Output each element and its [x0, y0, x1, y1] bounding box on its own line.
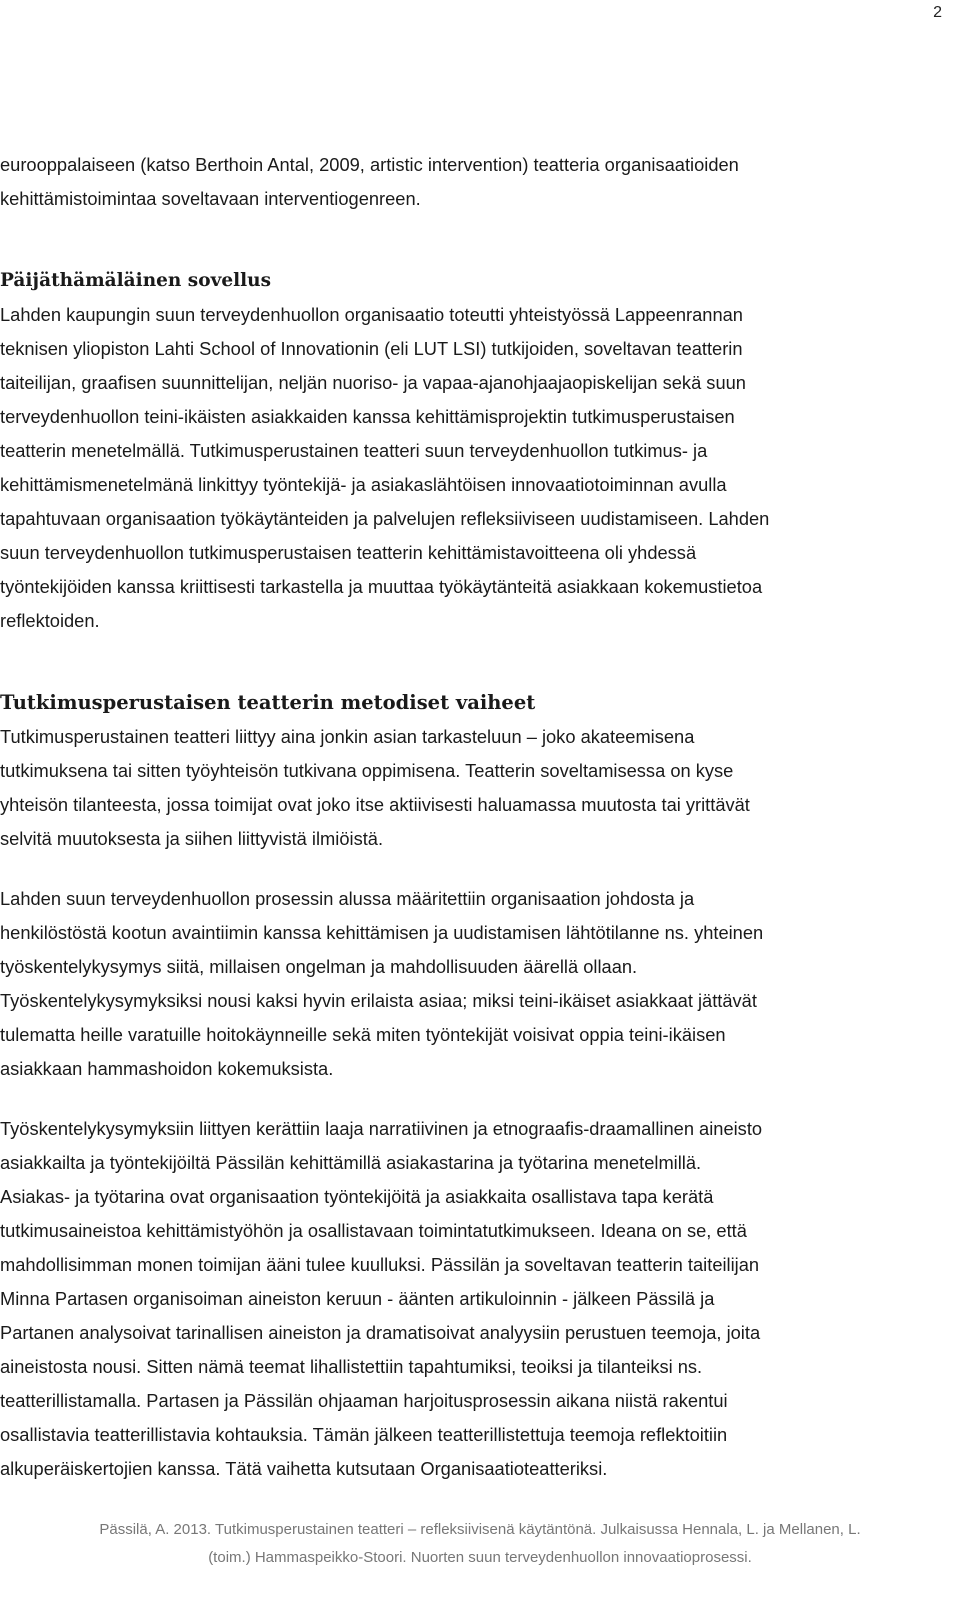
page-number: 2	[933, 4, 942, 21]
document-body	[0, 148, 950, 1486]
section2-paragraph-2: Lahden suun terveydenhuollon prosessin alussa määritettiin organisaation johdosta ja henkilöstöstä kootun avaintiimin kanssa kehittämisen ja uudistamisen lähtötilanne ns. yhteinen työskentelykysymys siitä, millaisen ongelman ja mahdollisuuden äärellä ollaan. Työskentelykysymyksiksi nousi kaksi hyvin erilaista asiaa; miksi teini-ikäiset asiakkaat jättävät tulematta heille varatuille hoitokäynneille sekä miten työntekijät voisivat oppia teini-ikäisen asiakkaan hammashoidon kokemuksista.	[0, 888, 764, 1079]
citation-footer: Pässilä, A. 2013. Tutkimusperustainen teatteri – refleksiivisenä käytäntönä. Julkaisussa Hennala, L. ja Mellanen, L. (toim.) Hammaspeikko-Stoori. Nuorten suun terveydenhuollon innovaatioprosessi.	[99, 1521, 861, 1566]
section2-paragraph-1: Tutkimusperustainen teatteri liittyy aina jonkin asian tarkasteluun – joko akateemisena tutkimuksena tai sitten työyhteisön tutkivana oppimisena. Teatterin soveltamisessa on kyse yhteisön tilanteesta, jossa toimijat ovat joko itse aktiivisesti haluamassa muutosta tai yrittävät selvitä muutoksesta ja siihen liittyvistä ilmiöistä.	[0, 726, 750, 849]
section-heading-metodiset-vaiheet: Tutkimusperustaisen teatterin metodiset vaiheet	[0, 691, 536, 714]
intro-paragraph: eurooppalaiseen (katso Berthoin Antal, 2009, artistic intervention) teatteria organisaatioiden kehittämistoimintaa soveltavaan interventiogenreen.	[0, 154, 739, 209]
section2-paragraph-3: Työskentelykysymyksiin liittyen kerättiin laaja narratiivinen ja etnograafis-draamallinen aineisto asiakkailta ja työntekijöiltä Pässilän kehittämillä asiakastarina ja työtarina menetelmillä. Asiakas- ja työtarina ovat organisaation työntekijöitä ja asiakkaita osallistava tapa kerätä tutkimusaineistoa kehittämistyöhön ja osallistavaan toimintatutkimukseen. Ideana on se, että mahdollisimman monen toimijan ääni tulee kuulluksi. Pässilän ja soveltavan teatterin taiteilijan Minna Partasen organisoiman aineiston keruun - äänten artikuloinnin - jälkeen Pässilä ja Partanen analysoivat tarinallisen aineiston ja dramatisoivat analyysiin perustuen teemoja, joita aineistosta nousi. Sitten nämä teemat lihallistettiin tapahtumiksi, teoiksi ja tilanteiksi ns. teatterillistamalla. Partasen ja Pässilän ohjaaman harjoitusprosessin aikana niistä rakentui osallistavia teatterillistavia kohtauksia. Tämän jälkeen teatterillistettuja teemoja reflektoitiin alkuperäiskertojien kanssa. Tätä vaihetta kutsutaan Organisaatioteatteriksi.	[0, 1118, 763, 1479]
section-heading-paijathamalainen: Päijäthämäläinen sovellus	[0, 270, 272, 291]
section1-paragraph: Lahden kaupungin suun terveydenhuollon organisaatio toteutti yhteistyössä Lappeenrannan teknisen yliopiston Lahti School of Innovationin (eli LUT LSI) tutkijoiden, soveltavan teatterin taiteilijan, graafisen suunnittelijan, neljän nuoriso- ja vapaa-ajanohjaajaopiskelijan sekä suun terveydenhuollon teini-ikäisten asiakkaiden kanssa kehittämisprojektin tutkimusperustaisen teatterin menetelmällä. Tutkimusperustainen teatteri suun terveydenhuollon tutkimus- ja kehittämismenetelmänä linkittyy työntekijä- ja asiakaslähtöisen innovaatiotoiminnan avulla tapahtuvaan organisaation työkäytänteiden ja palvelujen refleksiiviseen uudistamiseen. Lahden suun terveydenhuollon tutkimusperustaisen teatterin kehittämistavoitteena oli yhdessä työntekijöiden kanssa kriittisesti tarkastella ja muuttaa työkäytänteitä asiakkaan kokemustietoa reflektoiden.	[0, 304, 770, 631]
